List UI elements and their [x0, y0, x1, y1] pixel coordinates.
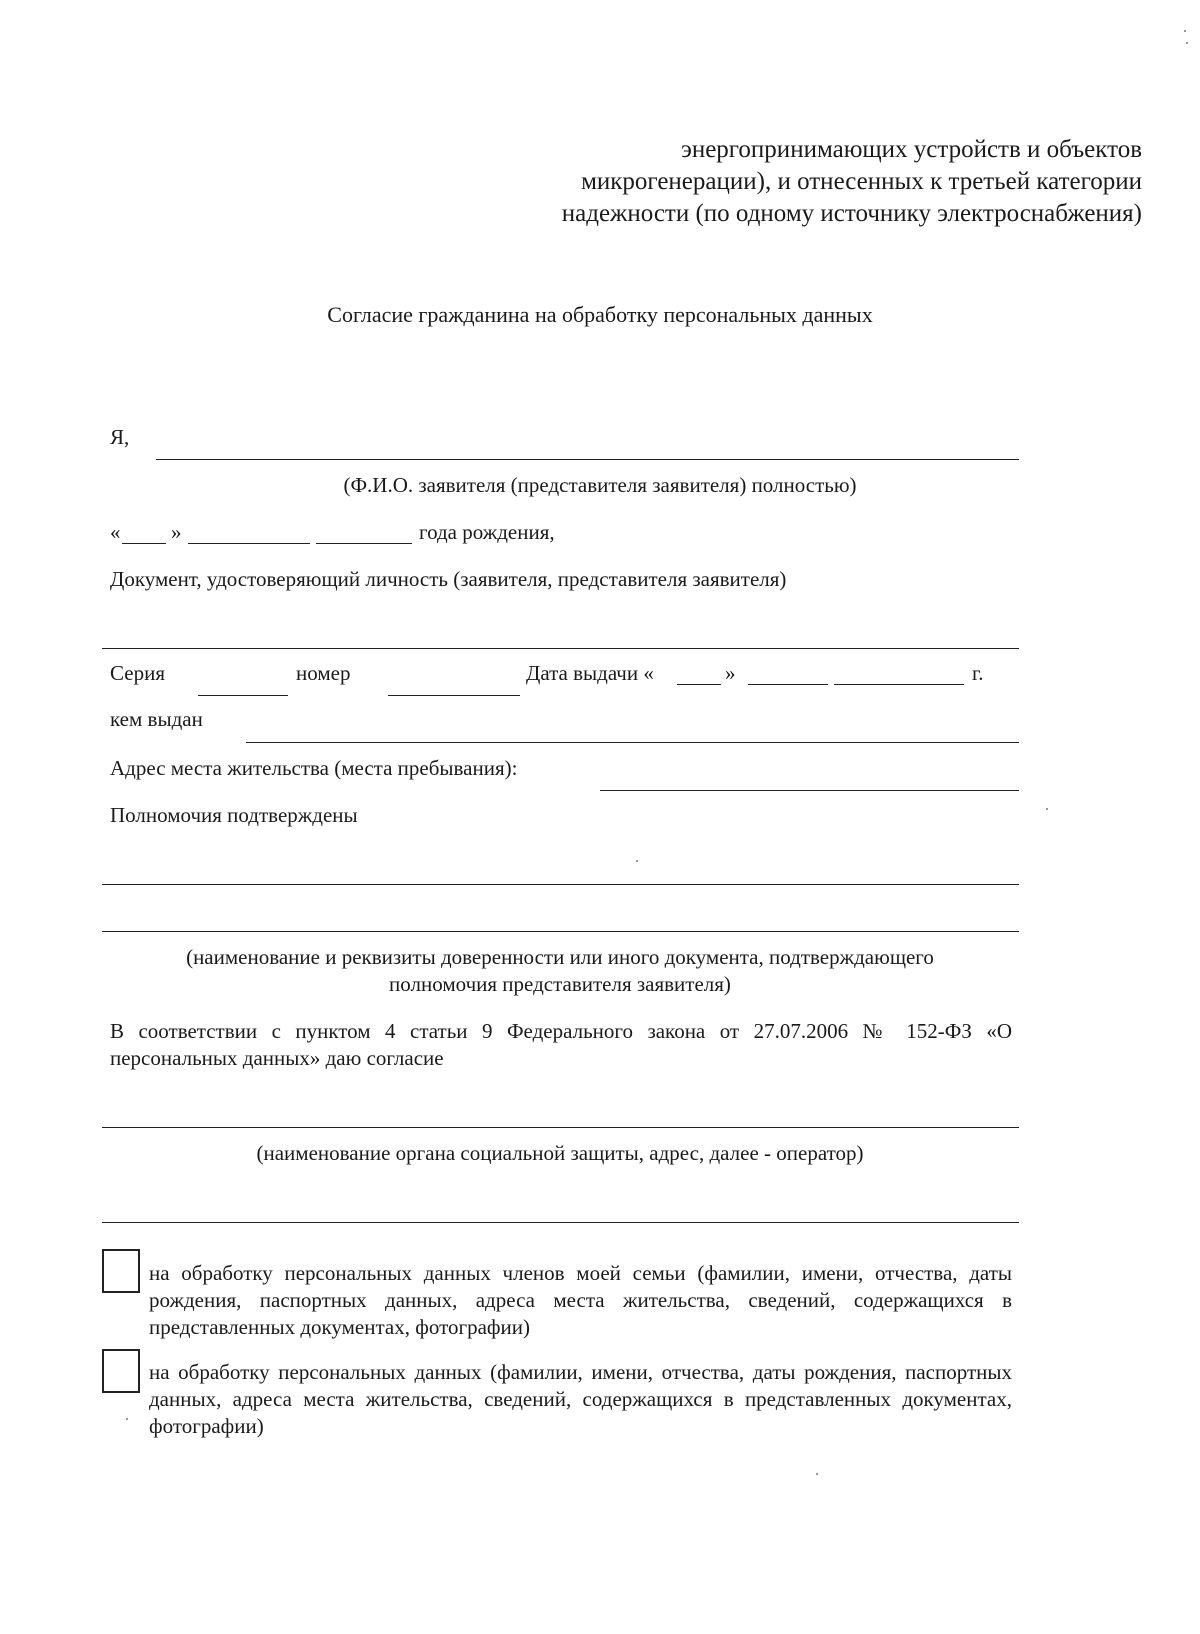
- issue-month-input-line[interactable]: [748, 684, 828, 685]
- scan-speck: [636, 860, 638, 862]
- authority-caption-line-2: полномочия представителя заявителя): [389, 972, 731, 996]
- operator-input-line-2[interactable]: [102, 1222, 1019, 1223]
- series-input-line[interactable]: [198, 695, 288, 696]
- authority-caption-line-1: (наименование и реквизиты доверенности или иного документа, подтверждающего: [186, 945, 934, 969]
- scan-speck: [1046, 808, 1048, 810]
- series-label: Серия: [110, 661, 165, 685]
- header-line-3: надежности (по одному источнику электроснабжения): [561, 200, 1142, 227]
- operator-caption: (наименование органа социальной защиты, адрес, далее - оператор): [256, 1141, 864, 1165]
- authority-input-line-2[interactable]: [102, 931, 1019, 932]
- ya-label: Я,: [110, 425, 130, 449]
- page-title: Согласие гражданина на обработку персональных данных: [327, 302, 873, 327]
- fio-input-line[interactable]: [156, 459, 1019, 460]
- document-input-line[interactable]: [102, 648, 1019, 649]
- scan-speck: [1186, 42, 1188, 44]
- number-label: номер: [296, 661, 351, 685]
- fio-caption: (Ф.И.О. заявителя (представителя заявителя) полностью): [343, 473, 857, 497]
- birth-suffix: года рождения,: [419, 520, 555, 544]
- personal-data-option-text: на обработку персональных данных (фамилии, имени, отчества, даты рождения, паспортных данных, адреса места жительства, сведений, содержащихся в представленных документах, фотографии): [149, 1360, 1012, 1438]
- number-input-line[interactable]: [388, 695, 520, 696]
- family-data-checkbox[interactable]: [102, 1249, 140, 1293]
- issue-date-close: »: [725, 661, 736, 685]
- address-label: Адрес места жительства (места пребывания):: [110, 756, 518, 780]
- address-input-line[interactable]: [600, 790, 1019, 791]
- issue-year-input-line[interactable]: [834, 684, 964, 685]
- birth-day-input-line[interactable]: [122, 543, 166, 544]
- header-line-1: энергопринимающих устройств и объектов: [681, 136, 1142, 163]
- document-label: Документ, удостоверяющий личность (заявителя, представителя заявителя): [110, 567, 787, 591]
- family-data-option-text: на обработку персональных данных членов моей семьи (фамилии, имени, отчества, даты рождения, паспортных данных, адреса места жительства, сведений, содержащихся в представленных документах, фотографии): [149, 1261, 1012, 1339]
- birth-month-input-line[interactable]: [188, 543, 310, 544]
- header-line-2: микрогенерации), и отнесенных к третьей категории: [581, 168, 1142, 195]
- operator-input-line[interactable]: [102, 1127, 1019, 1128]
- authority-label: Полномочия подтверждены: [110, 803, 358, 827]
- personal-data-checkbox[interactable]: [102, 1349, 140, 1393]
- birth-open-quote: «: [110, 520, 121, 544]
- authority-input-line-1[interactable]: [102, 884, 1019, 885]
- law-consent-text: В соответствии с пунктом 4 статьи 9 Федерального закона от 27.07.2006 № 152-ФЗ «О персональных данных» даю согласие: [110, 1019, 1012, 1070]
- birth-year-input-line[interactable]: [316, 543, 412, 544]
- issue-date-label: Дата выдачи «: [526, 661, 654, 685]
- scan-speck: [1184, 30, 1186, 32]
- issued-by-input-line[interactable]: [246, 742, 1019, 743]
- year-suffix: г.: [972, 661, 984, 685]
- scan-speck: [816, 1473, 818, 1475]
- scan-speck: [126, 1418, 128, 1420]
- issued-by-label: кем выдан: [110, 707, 203, 731]
- issue-day-input-line[interactable]: [677, 684, 721, 685]
- birth-close-quote: »: [171, 520, 182, 544]
